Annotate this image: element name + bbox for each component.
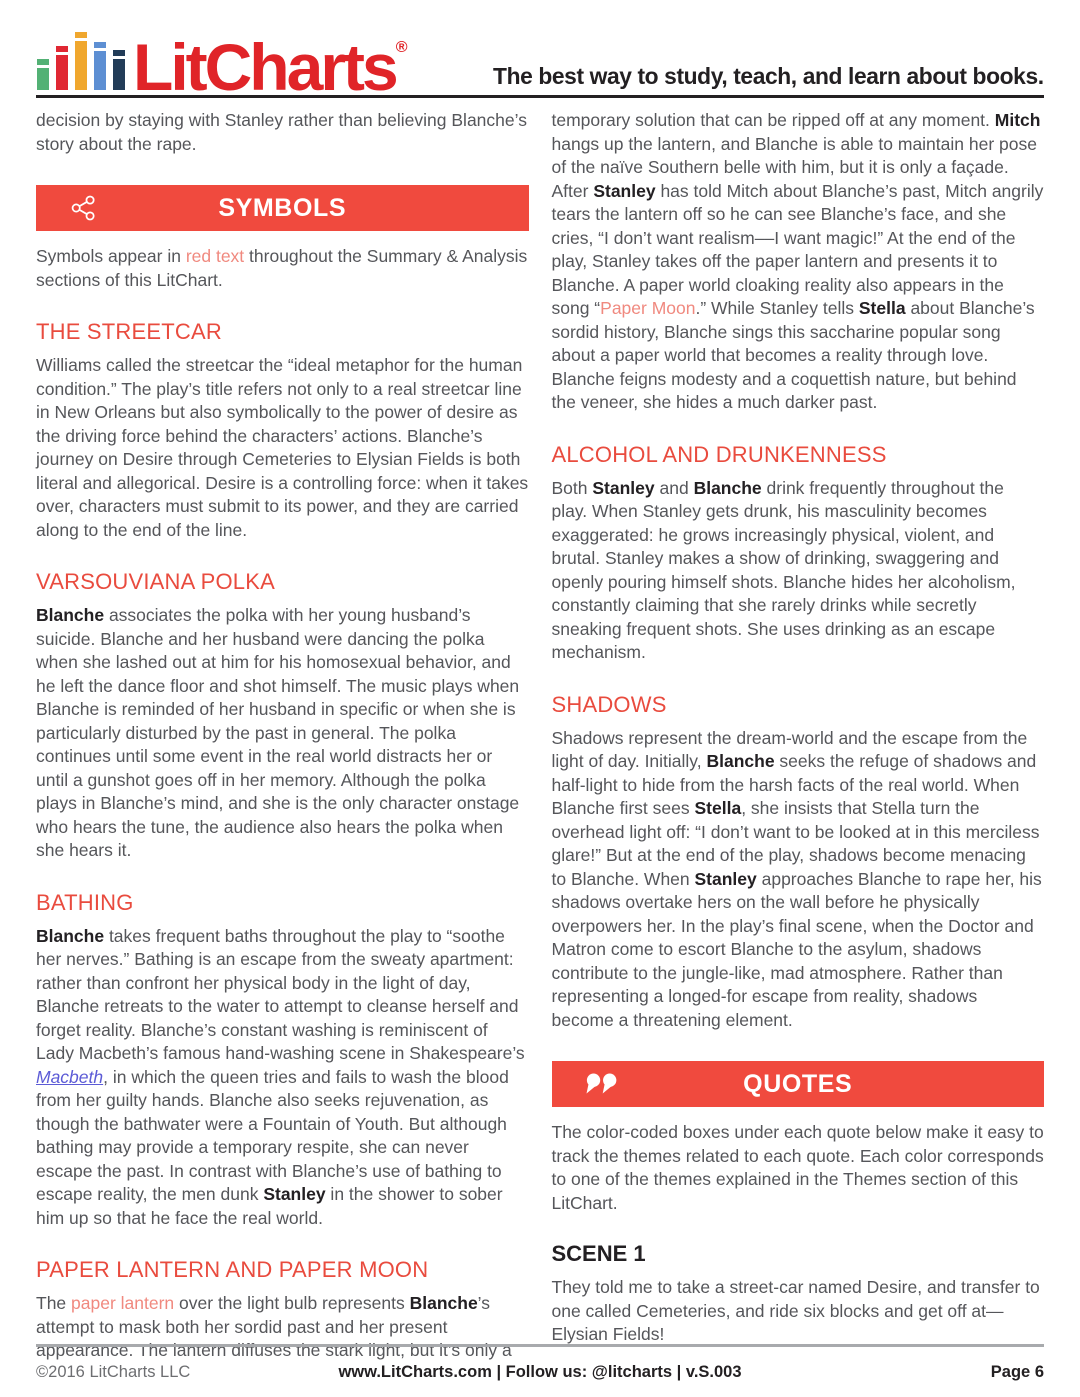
scene-1-heading: SCENE 1	[551, 1241, 646, 1266]
text-segment: Stella	[858, 298, 906, 318]
section-heading-alcohol: ALCOHOL AND DRUNKENNESS	[551, 441, 887, 467]
text-segment: Stanley	[592, 477, 655, 498]
text-segment: Stanley	[263, 1184, 326, 1204]
text-segment: takes frequent baths throughout the play to “soothe her nerves.” Bathing is an escape from the sweaty apartment: rather than confront her physical body in the light of day, Blanche retreats to the water to attempt to cleanse herself and forget reality. Blanche’s constant washing is reminiscent of Lady Macbeth’s famous hand-washing scene in Shakespeare’s	[36, 925, 525, 1063]
copyright-text: ©2016 LitCharts LLC	[36, 1363, 191, 1381]
symbols-banner-title: SYMBOLS	[218, 193, 347, 222]
page-number: Page 6	[990, 1363, 1044, 1381]
quotes-banner-title: QUOTES	[743, 1069, 853, 1098]
text-segment: The color-coded boxes under each quote below make it easy to track the themes related to each quote. Each color corresponds to one of the themes explained in the Themes section of this LitChart.	[551, 1122, 1044, 1213]
page-header	[36, 0, 1044, 104]
text-segment: Blanche	[693, 477, 762, 498]
carryover-paragraph	[36, 109, 529, 156]
text-segment: ’s attempt to mask both her sordid past and her present appearance. The lantern diffuses the stark light, but it’s only a	[36, 1293, 512, 1360]
text-segment: , she insists that Stella turn the overhead light off: “I don’t want to be looked at in this merciless glare!” But at the end of the play, shadows become menacing to Blanche. When	[551, 798, 1040, 889]
text-segment: temporary solution that can be ripped off at any moment.	[551, 110, 995, 130]
text-segment: .” While Stanley tells	[695, 298, 859, 318]
symbols-banner	[36, 185, 529, 231]
quotes-banner	[552, 1061, 1045, 1107]
text-segment: Blanche	[36, 925, 105, 946]
text-segment: throughout the Summary & Analysis sections of this LitChart.	[36, 246, 528, 290]
scene-1-quote	[552, 1276, 1045, 1347]
text-segment: over the light bulb represents	[174, 1293, 410, 1313]
section-body-bathing	[36, 925, 529, 1231]
symbols-intro	[36, 245, 529, 292]
left-column	[36, 109, 529, 1366]
section-body-varsouviana-polka	[36, 604, 529, 863]
text-segment: seeks the refuge of shadows and half-light to hide from the harsh facts of the real world. When Blanche first sees	[551, 751, 1037, 818]
inline-link[interactable]: Macbeth	[36, 1066, 104, 1087]
text-segment: They told me to take a street-car named Desire, and transfer to one called Cemeteries, and ride six blocks and get off at—Elysian Fields!	[551, 1277, 1040, 1344]
text-segment: about Blanche’s sordid history, Blanche sings this saccharine popular song about a paper world that becomes a reality through love. Blanche feigns modesty and a coquettish nature, but behind the veneer, she hides a much darker past.	[551, 298, 1035, 412]
section-heading-paper-lantern: PAPER LANTERN AND PAPER MOON	[36, 1257, 429, 1282]
quotes-icon	[585, 1071, 623, 1097]
content-columns	[0, 98, 1080, 1366]
text-segment: Williams called the streetcar the “ideal metaphor for the human condition.” The play’s title refers not only to a real streetcar line in New Orleans but also symbolically to the power of desire as the driving force behind the characters’ actions. Blanche’s journey on Desire through Cemeteries to Elysian Fields is both literal and allegorical. Desire is a controlling force: when it takes over, characters must submit to its power, and they are carried along to the end of the line.	[36, 355, 529, 540]
quotes-intro	[552, 1121, 1045, 1215]
section-heading-bathing: BATHING	[36, 889, 134, 915]
text-segment: , in which the queen tries and fails to wash the blood from her guilty hands. Blanche also seeks rejuvenation, as though the bathwater were a Fountain of Youth. But although bathing may provide a temporary respite, she can never escape the past. In contrast with Blanche’s use of bathing to escape reality, the men dunk	[36, 1066, 509, 1204]
section-heading-streetcar: THE STREETCAR	[36, 319, 222, 344]
text-segment: The	[36, 1293, 72, 1313]
text-segment: decision by staying with Stanley rather than believing Blanche’s story about the rape.	[36, 110, 527, 154]
text-segment: Stella	[694, 798, 742, 818]
section-body-alcohol	[552, 477, 1045, 665]
bar-chart-logo-icon	[36, 26, 128, 90]
tagline: The best way to study, teach, and learn about books.	[493, 63, 1044, 89]
section-body-streetcar	[36, 354, 529, 542]
paper-lantern-continuation	[552, 109, 1045, 415]
text-segment: associates the polka with her young husband’s suicide. Blanche and her husband were dancing the polka when she lashed out at him for his homosexual behavior, and he left the dance floor and shot himself. The music plays when Blanche is reminded of her husband in specific or when she is particularly disturbed by the past in general. The polka continues until some event in the real world distracts her or until a gunshot goes off in her memory. Although the polka plays in Blanche’s mind, and she is the only character onstage who hears the tune, the audience also hears the polka when she hears it.	[36, 605, 520, 860]
text-segment: Paper Moon	[600, 298, 696, 318]
text-segment: drink frequently throughout the play. When Stanley gets drunk, his masculinity becomes exaggerated: he grows increasingly physical, violent, and brutal. Stanley makes a show of drinking, swaggering and openly pouring himself shots. Blanche hides her alcoholism, constantly claiming that she rarely drinks while secretly sneaking frequent shots. She uses drinking as an escape mechanism.	[551, 477, 1016, 662]
page-footer	[36, 1344, 1044, 1382]
text-segment: Both	[551, 477, 593, 498]
footer-links-text: www.LitCharts.com | Follow us: @litcharts | v.S.003	[338, 1363, 742, 1381]
section-heading-varsouviana-polka: VARSOUVIANA POLKA	[36, 569, 275, 594]
text-segment: Mitch	[994, 110, 1041, 130]
logo-text: LitCharts	[133, 30, 396, 104]
text-segment: in the shower to sober him up so that he face the real world.	[36, 1184, 503, 1228]
text-segment: red text	[185, 246, 245, 266]
text-segment: Blanche	[706, 751, 775, 771]
text-segment: hangs up the lantern, and Blanche is able to maintain her pose of the naïve Southern belle with him, but it is only a façade. After	[551, 133, 1037, 201]
litcharts-logo	[36, 26, 408, 104]
registered-trademark: ®	[395, 39, 408, 56]
text-segment: has told Mitch about Blanche’s past, Mitch angrily tears the lantern off so he can see Blanche’s face, and she cries, “I don’t want realism––I want magic!” At the end of the play, Stanley takes off the paper lantern and presents it to Blanche. A paper world cloaking reality also appears in the song “	[551, 180, 1044, 318]
text-segment: Stanley	[593, 180, 656, 201]
text-segment: and	[654, 477, 694, 498]
text-segment: Symbols appear in	[36, 246, 186, 266]
text-segment: Stanley	[694, 868, 757, 889]
text-segment: Blanche	[409, 1293, 478, 1313]
section-body-shadows	[552, 727, 1045, 1033]
text-segment: Shadows represent the dream-world and the escape from the light of day. Initially,	[551, 727, 1028, 771]
section-heading-shadows: SHADOWS	[551, 691, 667, 717]
logo-wordmark	[133, 30, 408, 104]
text-segment: approaches Blanche to rape her, his shadows overtake hers on the wall before he physically overpowers her. In the play’s final scene, when the Doctor and Matron come to escort Blanche to the asylum, shadows contribute to the jungle-like, mad atmosphere. Rather than representing a longed-for escape from reality, shadows become a threatening element.	[551, 868, 1042, 1030]
share-icon	[69, 194, 99, 222]
text-segment: paper lantern	[71, 1293, 175, 1313]
right-column	[552, 109, 1045, 1366]
text-segment: Blanche	[36, 605, 105, 625]
